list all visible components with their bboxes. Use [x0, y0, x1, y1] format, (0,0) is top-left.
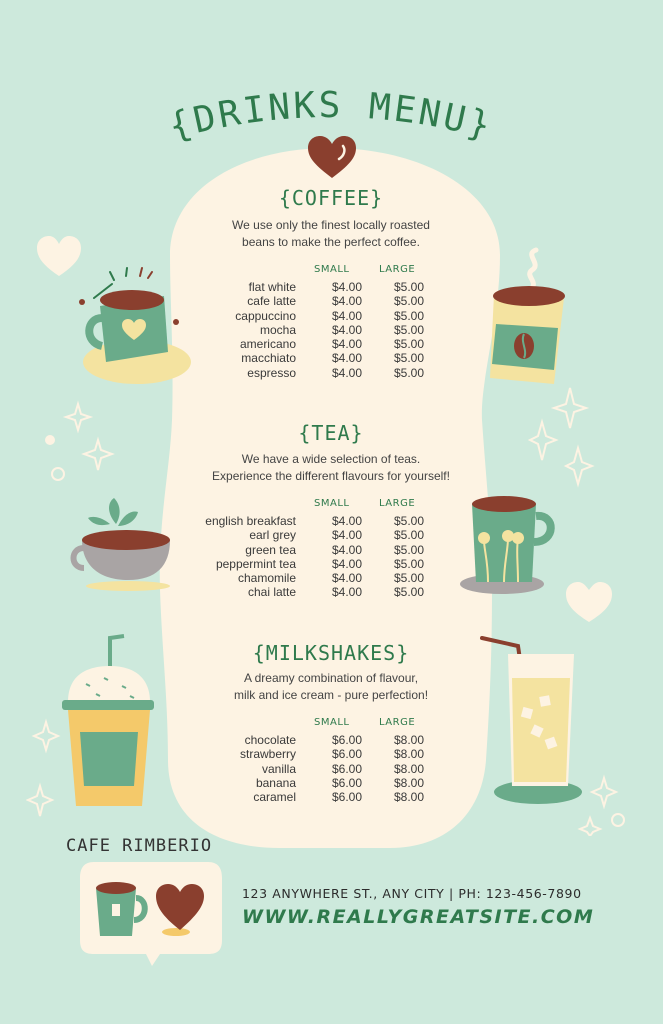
menu-row: flat white $4.00 $5.00: [248, 280, 424, 294]
menu-row: chai latte $4.00 $5.00: [247, 585, 424, 600]
menu-row: english breakfast $4.00 $5.00: [205, 514, 424, 528]
tea-small-header: SMALL: [314, 498, 350, 509]
milkshakes-price-list: [196, 733, 424, 804]
coffee-price-list: [196, 280, 424, 380]
menu-row: earl grey $4.00 $5.00: [249, 528, 424, 543]
sparkle-icon: [40, 400, 120, 490]
menu-row: chamomile $4.00 $5.00: [237, 571, 424, 586]
coffee-description: We use only the finest locally roasted beans to make the perfect coffee.: [232, 218, 430, 249]
menu-row: banana $6.00 $8.00: [255, 775, 424, 790]
frappe-cup-icon: [26, 630, 162, 830]
menu-row: cappuccino $4.00 $5.00: [235, 308, 424, 323]
menu-row: vanilla $6.00 $8.00: [261, 761, 424, 776]
coffee-mug-icon: [72, 262, 196, 390]
tea-large-header: LARGE: [379, 498, 416, 509]
heart-icon: [306, 134, 358, 180]
menu-row: espresso $4.00 $5.00: [247, 365, 424, 380]
svg-text:{DRINKS MENU}: {DRINKS MENU}: [164, 85, 498, 148]
menu-row: macchiato $4.00 $5.00: [241, 351, 424, 366]
website-link[interactable]: WWW.REALLYGREATSITE.COM: [242, 906, 595, 928]
menu-row: peppermint tea $4.00 $5.00: [215, 556, 424, 571]
tea-cup-icon: [66, 494, 176, 594]
sparkle-icon: [528, 384, 598, 500]
tea-mug-icon: [460, 490, 560, 596]
menu-row: mocha $4.00 $5.00: [259, 322, 424, 337]
address-phone: 123 ANYWHERE ST., ANY CITY | PH: 123-456-7890: [242, 886, 582, 901]
takeaway-cup-icon: [484, 246, 574, 388]
heart-outline-icon: [562, 576, 616, 626]
milkshakes-large-header: LARGE: [379, 717, 416, 728]
menu-row: cafe latte $4.00 $5.00: [247, 294, 424, 309]
iced-drink-icon: [478, 630, 628, 836]
tea-section-title: {TEA}: [298, 421, 364, 445]
milkshakes-small-header: SMALL: [314, 717, 350, 728]
menu-row: strawberry $6.00 $8.00: [239, 747, 424, 762]
milkshakes-description: A dreamy combination of flavour, milk and ice cream - pure perfection!: [233, 671, 429, 702]
tea-description: We have a wide selection of teas. Experience the different flavours for yourself!: [212, 452, 450, 483]
menu-row: caramel $6.00 $8.00: [253, 790, 424, 805]
coffee-large-header: LARGE: [379, 264, 416, 275]
menu-row: americano $4.00 $5.00: [239, 337, 424, 352]
milkshakes-section-title: {MILKSHAKES}: [252, 641, 410, 665]
coffee-small-header: SMALL: [314, 264, 350, 275]
menu-row: green tea $4.00 $5.00: [245, 542, 424, 557]
tea-price-list: [196, 514, 424, 600]
menu-row: chocolate $6.00 $8.00: [244, 733, 424, 747]
coffee-section-title: {COFFEE}: [278, 186, 384, 210]
cafe-name: CAFE RIMBERIO: [66, 836, 213, 856]
speech-bubble: [76, 858, 226, 968]
